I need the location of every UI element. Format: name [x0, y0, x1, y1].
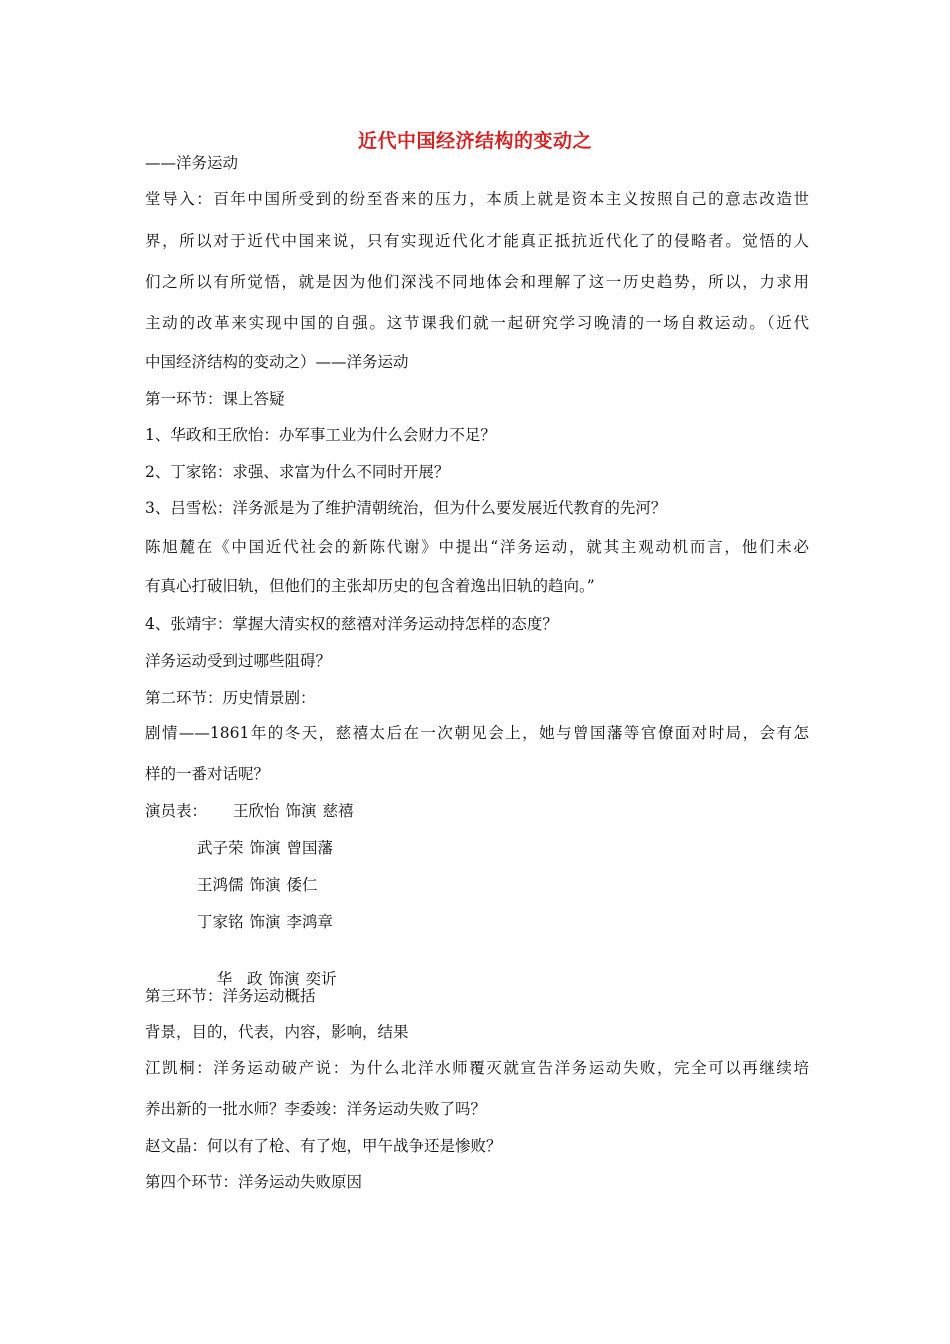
- section-heading: 第三环节：洋务运动概括: [145, 987, 316, 1005]
- cast-verb: 饰演: [268, 970, 300, 988]
- question-item: 3、吕雪松：洋务派是为了维护清朝统治，但为什么要发展近代教育的先河？: [145, 499, 667, 517]
- quote-line: 有真心打破旧轨，但他们的主张却历史的包含着逸出旧轨的趋向。”: [145, 577, 595, 595]
- question-item: 4、张靖宇：掌握大清实权的慈禧对洋务运动持怎样的态度？: [145, 615, 558, 633]
- question-item: 1、华政和王欣怡：办军事工业为什么会财力不足？: [145, 426, 496, 444]
- intro-line: 们之所以有所觉悟，就是因为他们深浅不同地体会和理解了这一历史趋势，所以，力求用: [145, 273, 809, 291]
- question-line: 江凯桐：洋务运动破产说：为什么北洋水师覆灭就宣告洋务运动失败，完全可以再继续培: [145, 1059, 809, 1077]
- quote-line: 陈旭麓在《中国近代社会的新陈代谢》中提出“洋务运动，就其主观动机而言，他们未必: [145, 538, 809, 556]
- cast-row: [233, 801, 360, 821]
- cast-row: [197, 912, 339, 932]
- question-item: 2、丁家铭：求强、求富为什么不同时开展？: [145, 463, 450, 481]
- cast-verb: 饰演: [249, 913, 281, 931]
- intro-line: 堂导入：百年中国所受到的纷至沓来的压力，本质上就是资本主义按照自己的意志改造世: [145, 190, 809, 208]
- document-title: 近代中国经济结构的变动之: [357, 130, 592, 152]
- cast-row: [197, 838, 339, 858]
- cast-role: 奕䜣: [305, 970, 337, 988]
- plot-line: 样的一番对话呢？: [145, 765, 270, 783]
- question-line: 赵文晶：何以有了枪、有了炮，甲午战争还是惨败？: [145, 1137, 502, 1155]
- cast-label: 演员表：: [145, 802, 208, 820]
- question-item: 洋务运动受到过哪些阻碍？: [145, 652, 332, 670]
- section-heading: 第四个环节：洋务运动失败原因: [145, 1173, 363, 1191]
- cast-actor: 武子荣: [197, 839, 244, 857]
- cast-role: 李鸿章: [286, 913, 334, 931]
- section-heading: 第一环节：课上答疑: [145, 390, 285, 408]
- intro-line: 主动的改革来实现中国的自强。这节课我们就一起研究学习晚清的一场自救运动。（近代: [145, 314, 809, 332]
- cast-verb: 饰演: [249, 839, 281, 857]
- cast-role: 曾国藩: [286, 839, 334, 857]
- intro-line: 中国经济结构的变动之）——洋务运动: [145, 353, 409, 371]
- cast-role: 慈禧: [322, 802, 354, 820]
- cast-verb: 饰演: [249, 876, 281, 894]
- intro-line: 界，所以对于近代中国来说，只有实现近代化才能真正抵抗近代化了的侵略者。觉悟的人: [145, 232, 809, 250]
- question-line: 养出新的一批水师？李委竣：洋务运动失败了吗？: [145, 1100, 487, 1118]
- cast-row: [197, 875, 324, 895]
- document-subtitle: ——洋务运动: [145, 154, 239, 172]
- cast-role: 倭仁: [286, 876, 318, 894]
- cast-actor: 丁家铭: [197, 913, 244, 931]
- cast-verb: 饰演: [285, 802, 317, 820]
- summary-line: 背景，目的，代表，内容，影响，结果: [145, 1023, 409, 1041]
- cast-actor: 王鸿儒: [197, 876, 244, 894]
- cast-actor: 华 政: [216, 970, 263, 988]
- plot-line: 剧情——1861年的冬天，慈禧太后在一次朝见会上，她与曾国藩等官僚面对时局，会有怎: [145, 724, 809, 742]
- cast-actor: 王欣怡: [233, 802, 280, 820]
- section-heading: 第二环节：历史情景剧：: [145, 689, 316, 707]
